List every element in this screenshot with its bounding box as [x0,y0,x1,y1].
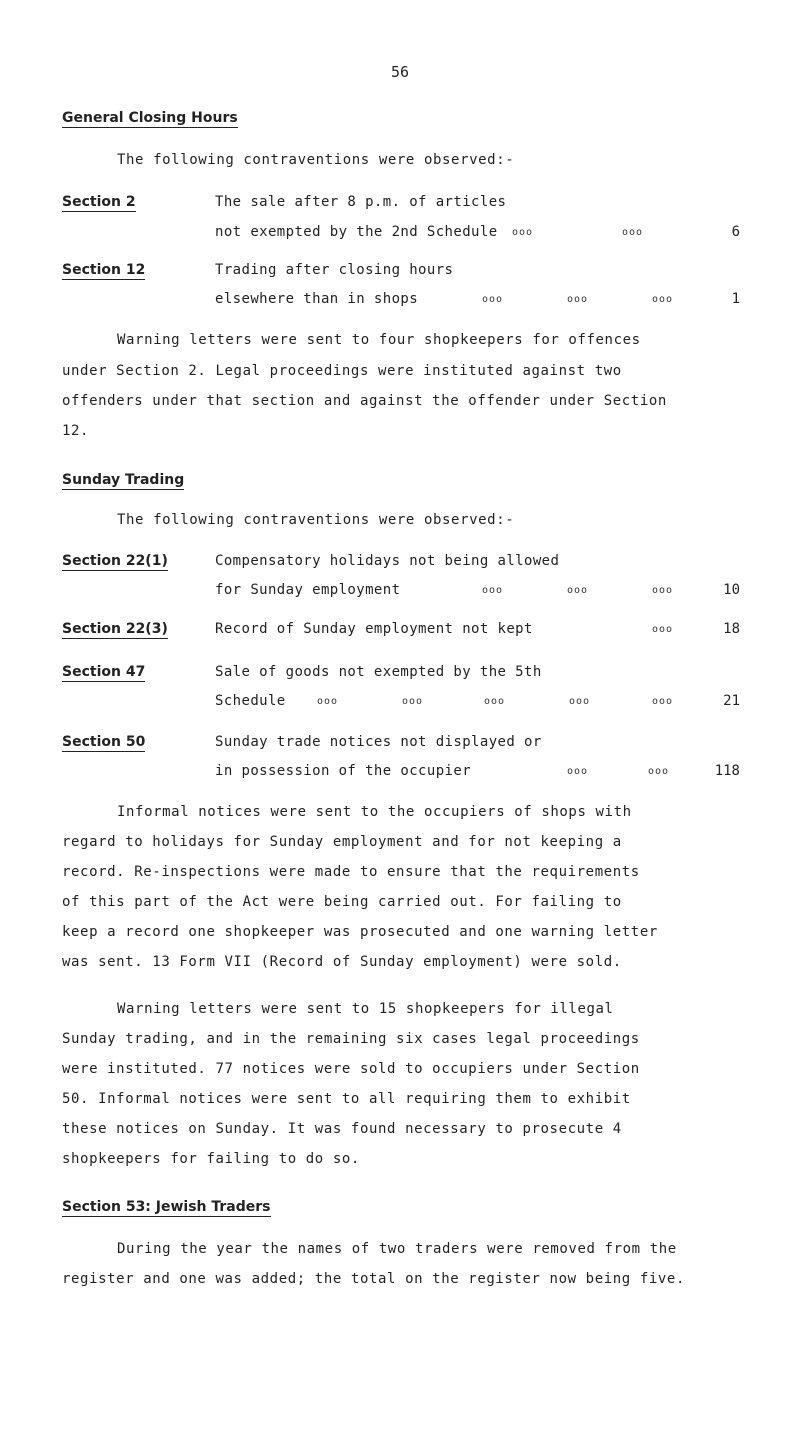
heading-sunday-trading: Sunday Trading [62,472,185,488]
leader-dots: ooo [402,696,424,707]
gch-intro: The following contraventions were observed:- [117,152,515,168]
leader-dots: ooo [317,696,339,707]
section-2-label: Section 2 [62,194,136,210]
gch-paragraph-line: Warning letters were sent to four shopkeepers for offences [117,332,641,348]
st-paragraph2-line: shopkeepers for failing to do so. [62,1151,360,1167]
st-paragraph1-line: of this part of the Act were being carried out. For failing to [62,894,622,910]
heading-jewish-traders: Section 53: Jewish Traders [62,1199,271,1215]
st-paragraph1-line: Informal notices were sent to the occupiers of shops with [117,804,632,820]
leader-dots: ooo [622,227,644,238]
section-22-1-label: Section 22(1) [62,553,168,569]
leader-dots: ooo [567,766,589,777]
st-paragraph2-line: Sunday trading, and in the remaining six cases legal proceedings [62,1031,640,1047]
section-50-count: 118 [714,763,740,779]
section-22-1-count: 10 [723,582,740,598]
section-2-line2: not exempted by the 2nd Schedule [215,224,498,240]
heading-general-closing-hours: General Closing Hours [62,110,238,126]
section-2-line1: The sale after 8 p.m. of articles [215,194,507,210]
leader-dots: ooo [484,696,506,707]
section-50-label: Section 50 [62,734,146,750]
section-12-label: Section 12 [62,262,146,278]
page-number: 56 [390,63,410,81]
leader-dots: ooo [652,585,674,596]
gch-paragraph-line: 12. [62,423,90,439]
section-47-line2: Schedule [215,693,286,709]
section-22-3-label: Section 22(3) [62,621,168,637]
section-47-line1: Sale of goods not exempted by the 5th [215,664,542,680]
section-47-label: Section 47 [62,664,146,680]
section-12-line2: elsewhere than in shops [215,291,419,307]
section-12-count: 1 [731,291,740,307]
leader-dots: ooo [652,696,674,707]
gch-paragraph-line: offenders under that section and against the offender under Section [62,393,667,409]
leader-dots: ooo [482,585,504,596]
st-paragraph1-line: regard to holidays for Sunday employment and for not keeping a [62,834,622,850]
leader-dots: ooo [567,585,589,596]
leader-dots: ooo [569,696,591,707]
st-paragraph2-line: were instituted. 77 notices were sold to occupiers under Section [62,1061,640,1077]
st-intro: The following contraventions were observed:- [117,512,515,528]
section-22-1-line1: Compensatory holidays not being allowed [215,553,560,569]
leader-dots: ooo [512,227,534,238]
section-2-count: 6 [731,224,740,240]
st-paragraph2-line: these notices on Sunday. It was found necessary to prosecute 4 [62,1121,622,1137]
gch-paragraph-line: under Section 2. Legal proceedings were instituted against two [62,363,622,379]
st-paragraph1-line: keep a record one shopkeeper was prosecuted and one warning letter [62,924,658,940]
section-47-count: 21 [723,693,740,709]
st-paragraph2-line: 50. Informal notices were sent to all requiring them to exhibit [62,1091,631,1107]
leader-dots: ooo [567,294,589,305]
section-12-line1: Trading after closing hours [215,262,454,278]
section-22-1-line2: for Sunday employment [215,582,401,598]
section-22-3-line1: Record of Sunday employment not kept [215,621,533,637]
leader-dots: ooo [652,294,674,305]
section-22-3-count: 18 [723,621,740,637]
section-50-line1: Sunday trade notices not displayed or [215,734,542,750]
jt-paragraph-line: register and one was added; the total on the register now being five. [62,1271,685,1287]
st-paragraph1-line: record. Re-inspections were made to ensure that the requirements [62,864,640,880]
leader-dots: ooo [652,624,674,635]
st-paragraph1-line: was sent. 13 Form VII (Record of Sunday employment) were sold. [62,954,622,970]
leader-dots: ooo [648,766,670,777]
jt-paragraph-line: During the year the names of two traders were removed from the [117,1241,677,1257]
st-paragraph2-line: Warning letters were sent to 15 shopkeepers for illegal [117,1001,614,1017]
leader-dots: ooo [482,294,504,305]
section-50-line2: in possession of the occupier [215,763,472,779]
